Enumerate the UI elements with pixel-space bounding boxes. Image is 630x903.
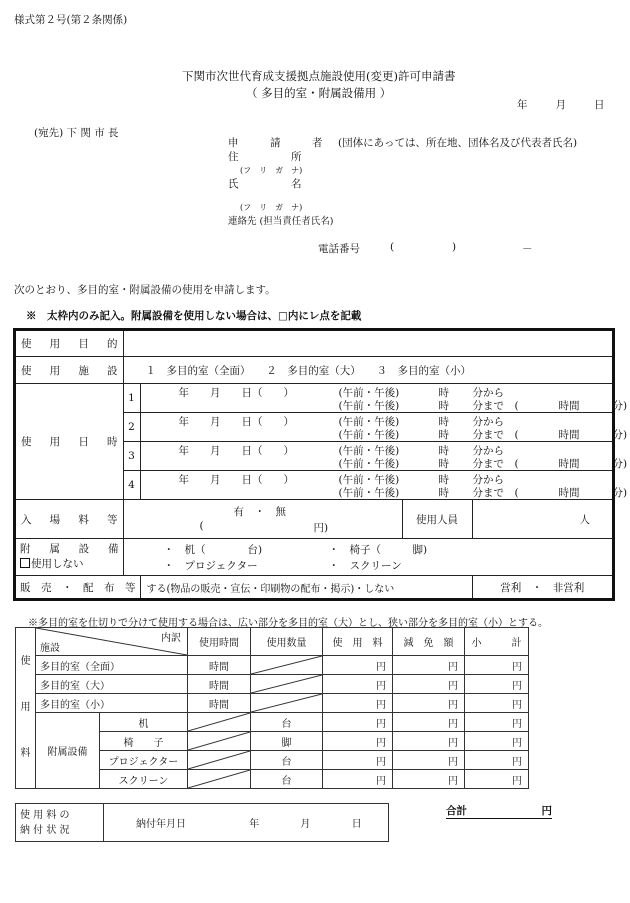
head-item: 内訳	[161, 633, 181, 644]
address-label: 住 所	[228, 151, 302, 163]
notice-text: ※ 太枠内のみ記入。附属設備を使用しない場合は、□内にレ点を記載	[26, 310, 362, 322]
ymd: 年 月 日（ ）	[178, 445, 294, 457]
diagonal-line	[251, 675, 322, 693]
hour: 時	[438, 400, 449, 412]
checkbox-icon[interactable]	[20, 558, 30, 568]
yen: 円	[323, 675, 393, 694]
ampm: (午前・午後)	[338, 487, 400, 499]
datetime-row[interactable]	[140, 442, 628, 471]
hour: 時	[438, 416, 449, 428]
head-facility: 施設	[40, 643, 60, 654]
yen: 円	[393, 656, 465, 675]
yen: 円	[323, 751, 393, 770]
hour: 時	[438, 429, 449, 441]
equip-unit: 台	[251, 751, 323, 770]
yen: 円	[393, 732, 465, 751]
sale-profit-option[interactable]: 営利 ・ 非営利	[472, 576, 614, 600]
datetime-row[interactable]	[140, 413, 628, 442]
phone-paren-open: (	[390, 241, 395, 253]
time-unit: 時間	[188, 675, 251, 694]
ampm: (午前・午後)	[338, 416, 400, 428]
datetime-label: 使用日時	[15, 384, 124, 500]
from: 分から	[472, 416, 504, 428]
yen: 円	[393, 675, 465, 694]
equip-name: 机	[100, 713, 188, 732]
form-subtitle: （ 多目的室・附属設備用 ）	[246, 86, 392, 100]
slash-cell	[188, 770, 251, 789]
equip-chair: ・ 椅子（ 脚)	[328, 544, 428, 556]
side-char: 料	[20, 748, 31, 759]
form-title: 下関市次世代育成支援拠点施設使用(変更)許可申請書	[182, 69, 456, 83]
room-name: 多目的室（小）	[36, 694, 188, 713]
ymd: 年 月 日（ ）	[178, 416, 294, 428]
fee-yen-open: (	[199, 520, 204, 532]
equip-unit: 脚	[251, 732, 323, 751]
from: 分から	[472, 474, 504, 486]
partition-note: ※多目的室を仕切りで分けて使用する場合は、広い部分を多目的室（大）とし、狭い部分を多目的室（小）とする。	[28, 618, 548, 629]
total-field[interactable]	[446, 803, 552, 819]
slash-cell	[188, 751, 251, 770]
datetime-row-num: 1	[123, 384, 140, 413]
min: 分)	[612, 429, 628, 441]
fee-side-label	[16, 628, 36, 789]
ampm: (午前・午後)	[338, 429, 400, 441]
yen: 円	[465, 675, 529, 694]
total-unit: 円	[541, 805, 552, 817]
hours: 時間	[558, 400, 580, 412]
min: 分)	[612, 487, 628, 499]
payment-day: 日	[351, 819, 362, 830]
hour: 時	[438, 487, 449, 499]
equip-group: 附属設備	[36, 713, 100, 789]
yen: 円	[465, 751, 529, 770]
purpose-label: 使用目的	[15, 330, 124, 357]
yen: 円	[393, 770, 465, 789]
yen: 円	[465, 732, 529, 751]
date-day: 日	[594, 99, 605, 111]
equip-unused-label: 使用しない	[31, 558, 84, 570]
payment-date-field[interactable]	[104, 804, 389, 842]
until: 分まで (	[472, 400, 519, 412]
furigana-label: (フ リ ガ ナ)	[240, 166, 303, 175]
contact-label: 連絡先 (担当責任者氏名)	[228, 216, 334, 227]
diagonal-line	[188, 770, 250, 788]
form-number: 様式第２号(第２条関係)	[14, 14, 128, 26]
ampm: (午前・午後)	[338, 445, 400, 457]
col-head: 減 免 額	[393, 628, 465, 656]
yen: 円	[393, 694, 465, 713]
date-year: 年	[517, 99, 528, 111]
applicant-label: 申 請 者	[228, 137, 323, 149]
equip-unit: 台	[251, 713, 323, 732]
room-name: 多目的室（大）	[36, 675, 188, 694]
from: 分から	[472, 445, 504, 457]
name-label: 氏 名	[228, 178, 302, 190]
equip-field[interactable]	[123, 539, 614, 576]
slash-cell	[251, 656, 323, 675]
time-unit: 時間	[188, 656, 251, 675]
slash-cell	[188, 713, 251, 732]
payment-table	[15, 803, 389, 842]
equip-screen: ・ スクリーン	[328, 560, 402, 572]
col-head: 小 計	[465, 628, 529, 656]
time-unit: 時間	[188, 694, 251, 713]
equip-name: プロジェクター	[100, 751, 188, 770]
fee-yen: 円)	[313, 522, 329, 534]
yen: 円	[465, 656, 529, 675]
yen: 円	[323, 656, 393, 675]
addressee: (宛先) 下 関 市 長	[34, 127, 119, 139]
payment-label	[16, 804, 104, 842]
yen: 円	[465, 770, 529, 789]
col-head: 使用数量	[251, 628, 323, 656]
sale-option[interactable]: する(物品の販売・宣伝・印刷物の配布・掲示)・しない	[140, 576, 472, 600]
equip-unit: 台	[251, 770, 323, 789]
min: 分)	[612, 458, 628, 470]
facility-label: 使用施設	[15, 357, 124, 384]
datetime-row[interactable]	[140, 471, 628, 500]
equip-label-cell	[15, 539, 124, 576]
equip-label: 附属設備	[20, 543, 119, 555]
date-month: 月	[555, 99, 566, 111]
datetime-row-num: 4	[123, 471, 140, 500]
sale-label: 販 売 ・ 配 布 等	[15, 576, 141, 600]
furigana-label-2: (フ リ ガ ナ)	[240, 203, 303, 212]
diagonal-line	[188, 751, 250, 769]
hour: 時	[438, 387, 449, 399]
equip-name: 椅 子	[100, 732, 188, 751]
fee-table	[15, 627, 529, 789]
datetime-row-num: 2	[123, 413, 140, 442]
payment-month: 月	[300, 819, 311, 830]
equip-unused-option[interactable]	[20, 557, 119, 572]
hour: 時	[438, 445, 449, 457]
yen: 円	[465, 694, 529, 713]
equip-projector: ・ プロジェクター	[163, 560, 258, 572]
phone-paren-close: )	[452, 241, 457, 253]
diagonal-line	[188, 713, 250, 731]
col-head: 使 用 料	[323, 628, 393, 656]
ampm: (午前・午後)	[338, 474, 400, 486]
yen: 円	[465, 713, 529, 732]
yen: 円	[323, 694, 393, 713]
payment-date-label: 納付年月日	[136, 819, 186, 830]
ampm: (午前・午後)	[338, 400, 400, 412]
until: 分まで (	[472, 429, 519, 441]
applicant-note: (団体にあっては、所在地、団体名及び代表者氏名)	[338, 137, 578, 149]
side-char: 用	[20, 702, 31, 713]
yen: 円	[323, 770, 393, 789]
facility-options[interactable]: １ 多目的室（全面） ２ 多目的室（大） ３ 多目的室（小）	[123, 357, 614, 384]
fee-label: 入場料等	[15, 500, 124, 539]
datetime-row-num: 3	[123, 442, 140, 471]
fee-yesno: 有 ・ 無	[233, 506, 286, 518]
payment-label-2: 納 付 状 況	[20, 824, 70, 836]
diagonal-line	[188, 732, 250, 750]
hours: 時間	[558, 458, 580, 470]
yen: 円	[393, 713, 465, 732]
datetime-row[interactable]	[140, 384, 628, 413]
min: 分)	[612, 400, 628, 412]
application-table	[13, 328, 628, 601]
purpose-field[interactable]	[123, 330, 614, 357]
ymd: 年 月 日（ ）	[178, 474, 294, 486]
yen: 円	[393, 751, 465, 770]
equip-desk: ・ 机（ 台)	[163, 544, 263, 556]
total-label: 合計	[446, 805, 467, 817]
payment-label-1: 使 用 料 の	[20, 809, 70, 821]
diagonal-line	[251, 694, 322, 712]
hour: 時	[438, 458, 449, 470]
hours: 時間	[558, 487, 580, 499]
slash-cell	[188, 732, 251, 751]
intro-text: 次のとおり、多目的室・附属設備の使用を申請します。	[14, 284, 276, 296]
ampm: (午前・午後)	[338, 387, 400, 399]
date-line	[517, 97, 605, 112]
hours: 時間	[558, 429, 580, 441]
until: 分まで (	[472, 458, 519, 470]
until: 分まで (	[472, 487, 519, 499]
diagonal-line	[251, 656, 322, 674]
phone-label: 電話番号	[318, 243, 360, 255]
room-name: 多目的室（全面）	[36, 656, 188, 675]
slash-cell	[251, 675, 323, 694]
slash-cell	[251, 694, 323, 713]
phone-dash: －	[522, 243, 533, 255]
col-head: 使用時間	[188, 628, 251, 656]
fee-field[interactable]	[123, 500, 402, 539]
yen: 円	[323, 713, 393, 732]
people-label: 使用人員	[402, 500, 472, 539]
hour: 時	[438, 474, 449, 486]
people-unit: 人	[579, 513, 590, 526]
from: 分から	[472, 387, 504, 399]
equip-name: スクリーン	[100, 770, 188, 789]
header-diagonal-cell	[36, 628, 188, 656]
side-char: 使	[20, 656, 31, 667]
people-field[interactable]	[472, 500, 614, 539]
ymd: 年 月 日（ ）	[178, 387, 294, 399]
payment-year: 年	[249, 819, 260, 830]
ampm: (午前・午後)	[338, 458, 400, 470]
yen: 円	[323, 732, 393, 751]
